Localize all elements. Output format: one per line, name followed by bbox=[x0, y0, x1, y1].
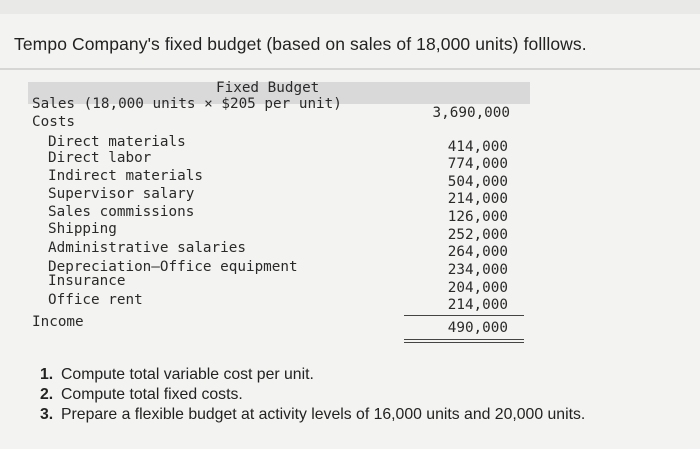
income-value: 490,000 bbox=[447, 320, 508, 336]
cost-item-label: Sales commissions bbox=[48, 204, 195, 220]
question-text: Compute total fixed costs. bbox=[61, 386, 243, 403]
cost-item-value: 126,000 bbox=[447, 209, 508, 225]
cost-item-label: Supervisor salary bbox=[48, 186, 195, 202]
double-underline-bottom bbox=[404, 342, 524, 343]
question-text: Compute total variable cost per unit. bbox=[61, 366, 314, 383]
costs-label: Costs bbox=[32, 114, 76, 130]
question-item bbox=[40, 385, 585, 405]
cost-item-label: Administrative salaries bbox=[48, 240, 246, 256]
question-list bbox=[40, 365, 585, 425]
top-edge bbox=[0, 0, 700, 14]
cost-item-value: 234,000 bbox=[447, 262, 508, 278]
question-number: 1. bbox=[40, 366, 54, 383]
cost-item-label: Insurance bbox=[48, 273, 126, 289]
cost-item-label: Direct labor bbox=[48, 150, 152, 166]
divider bbox=[0, 68, 700, 70]
cost-item-value: 414,000 bbox=[447, 139, 508, 155]
question-item bbox=[40, 365, 585, 385]
cost-item-value: 774,000 bbox=[447, 156, 508, 172]
double-underline-top bbox=[404, 339, 524, 340]
question-text: Prepare a flexible budget at activity levels of 16,000 units and 20,000 units. bbox=[61, 406, 586, 423]
cost-item-label: Office rent bbox=[48, 292, 143, 308]
sales-value: 3,690,000 bbox=[432, 105, 510, 121]
cost-item-value: 214,000 bbox=[447, 191, 508, 207]
column-header: Fixed Budget bbox=[216, 80, 320, 96]
problem-heading: Tempo Company's fixed budget (based on sales of 18,000 units) folllows. bbox=[14, 34, 587, 54]
cost-item-label: Shipping bbox=[48, 221, 117, 237]
cost-item-label: Depreciation—Office equipment bbox=[48, 259, 298, 275]
question-number: 2. bbox=[40, 386, 54, 403]
cost-item-value: 214,000 bbox=[447, 297, 508, 313]
cost-item-value: 264,000 bbox=[447, 244, 508, 260]
question-number: 3. bbox=[40, 406, 54, 423]
cost-item-value: 204,000 bbox=[447, 280, 508, 296]
cost-item-label: Indirect materials bbox=[48, 168, 203, 184]
cost-item-value: 504,000 bbox=[447, 174, 508, 190]
cost-item-value: 252,000 bbox=[447, 227, 508, 243]
income-label: Income bbox=[32, 314, 84, 330]
subtotal-underline bbox=[404, 315, 524, 316]
sales-label: Sales (18,000 units × $205 per unit) bbox=[32, 96, 342, 112]
question-item bbox=[40, 405, 585, 425]
cost-item-label: Direct materials bbox=[48, 134, 186, 150]
